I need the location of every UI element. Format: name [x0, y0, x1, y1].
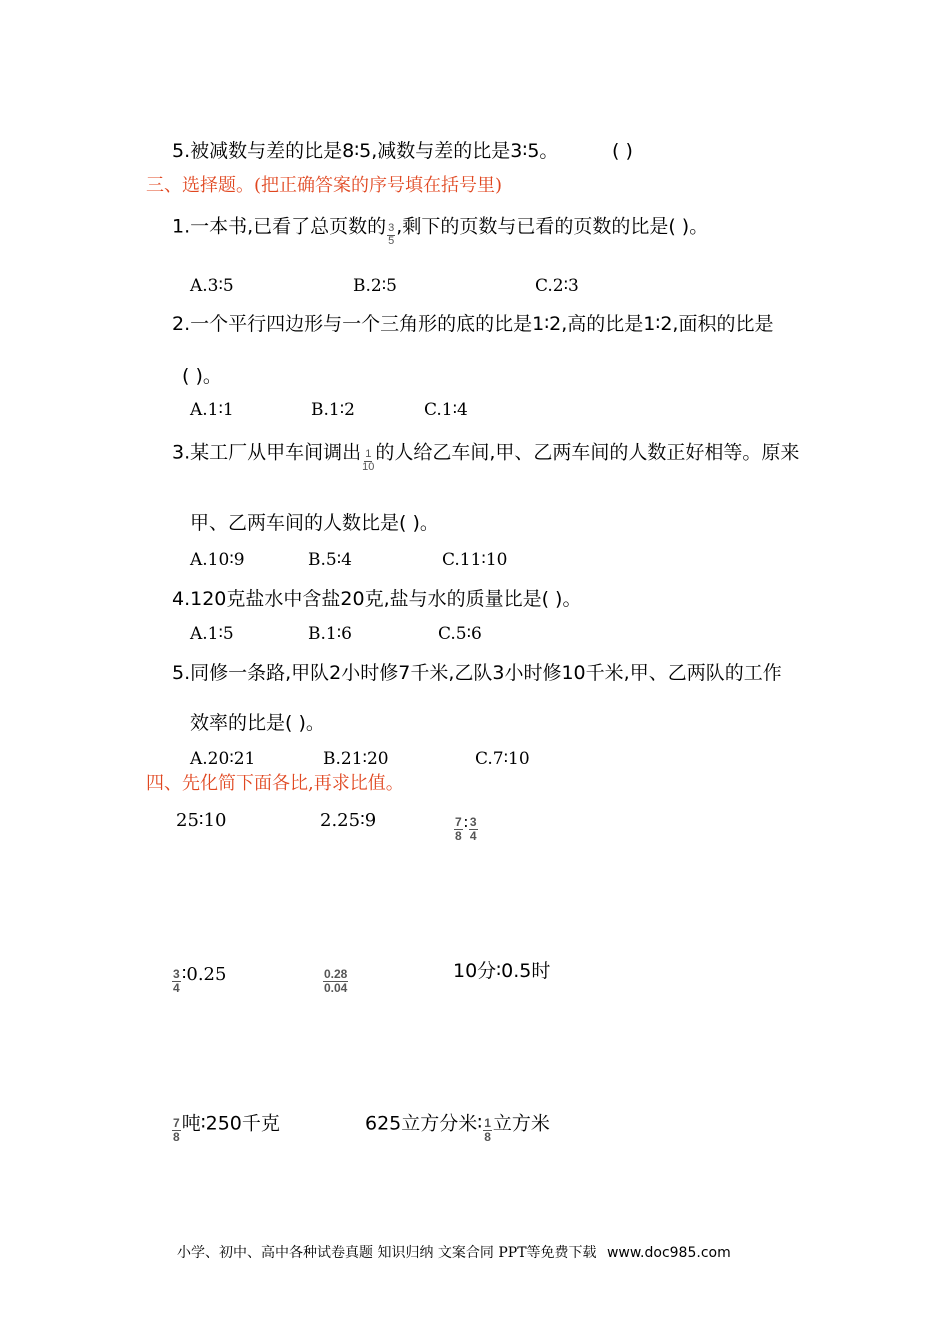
ratio-3-4-to-0-25	[171, 962, 227, 995]
section-3-title: 三、选择题。(把正确答案的序号填在括号里)	[146, 175, 503, 196]
footer-text: 小学、初中、高中各种试卷真题 知识归纳 文案合同 PPT等免费下载	[177, 1245, 597, 1261]
frac-den: 5	[388, 234, 395, 247]
question-3-line-1	[172, 441, 800, 473]
question-1-pre: 1.一本书,已看了总页数的	[172, 215, 387, 238]
ratio-7-8t-250kg	[171, 1111, 280, 1144]
ratio-25-10: 25∶10	[176, 810, 227, 831]
q2-option-b[interactable]: B.1∶2	[311, 400, 355, 420]
section-4-title: 四、先化简下面各比,再求比值。	[146, 773, 404, 794]
frac-num: 1	[365, 448, 372, 460]
question-2-line-1: 2.一个平行四边形与一个三角形的底的比是1∶2,高的比是1∶2,面积的比是	[172, 313, 774, 335]
question-4: 4.120克盐水中含盐20克,盐与水的质量比是( )。	[172, 588, 582, 610]
frac-den: 8	[173, 1129, 180, 1144]
question-3-pre: 3.某工厂从甲车间调出	[172, 441, 362, 464]
ratio-rest: 吨∶250千克	[181, 1112, 280, 1135]
q3-option-b[interactable]: B.5∶4	[308, 550, 352, 570]
fraction-7-8	[454, 816, 463, 842]
ratio-10min-0-5h: 10分∶0.5时	[453, 960, 551, 982]
question-1	[172, 215, 709, 247]
ratio-post: 立方米	[492, 1112, 550, 1135]
fraction-7-8	[172, 1117, 181, 1143]
q2-option-a[interactable]: A.1∶1	[190, 400, 234, 420]
frac-num: 7	[173, 1116, 180, 1130]
question-5-line-1: 5.同修一条路,甲队2小时修7千米,乙队3小时修10千米,甲、乙两队的工作	[172, 662, 782, 684]
q2-option-c[interactable]: C.1∶4	[424, 400, 468, 420]
ratio-2-25-9: 2.25∶9	[320, 810, 377, 831]
question-2-line-2: ( )。	[182, 365, 222, 387]
fraction-3-4	[469, 816, 478, 842]
fraction-3-5	[387, 223, 395, 247]
footer-url[interactable]: www.doc985.com	[606, 1245, 731, 1261]
q3-option-c[interactable]: C.11∶10	[442, 550, 508, 570]
frac-den: 4	[173, 980, 180, 995]
frac-den: 8	[484, 1129, 491, 1144]
frac-num: 1	[484, 1116, 491, 1130]
judge-item-5-bracket[interactable]: ( )	[612, 140, 633, 162]
q5-option-c[interactable]: C.7∶10	[475, 749, 530, 769]
frac-num: 0.28	[324, 967, 348, 981]
q5-option-b[interactable]: B.21∶20	[323, 749, 389, 769]
q4-option-b[interactable]: B.1∶6	[308, 624, 352, 644]
question-3-post: 的人给乙车间,甲、乙两车间的人数正好相等。原来	[375, 441, 800, 464]
question-3-line-2: 甲、乙两车间的人数比是( )。	[190, 512, 439, 534]
footer	[177, 1246, 731, 1260]
ratio-625dm3-1-8m3	[365, 1111, 550, 1144]
frac-den: 8	[455, 828, 462, 843]
ratio-rest: ∶0.25	[181, 964, 227, 986]
judge-item-5	[172, 142, 558, 161]
frac-den: 10	[362, 460, 375, 473]
frac-num: 3	[388, 222, 395, 234]
frac-den: 4	[469, 828, 477, 843]
fraction-1-8	[483, 1117, 492, 1143]
q5-option-a[interactable]: A.20∶21	[190, 749, 256, 769]
question-5-line-2: 效率的比是( )。	[190, 712, 325, 734]
fraction-0-28-0-04	[323, 968, 348, 994]
ratio-0-28-over-0-04	[322, 962, 349, 995]
fraction-1-10	[362, 449, 374, 473]
ratio-sep: ∶	[463, 813, 468, 833]
judge-item-5-text: 5.被减数与差的比是8∶5,减数与差的比是3∶5。	[172, 140, 559, 162]
ratio-pre: 625立方分米∶	[365, 1112, 483, 1135]
fraction-3-4	[172, 968, 181, 994]
q1-option-a[interactable]: A.3∶5	[190, 276, 234, 296]
q3-option-a[interactable]: A.10∶9	[190, 550, 245, 570]
q1-option-c[interactable]: C.2∶3	[535, 276, 579, 296]
frac-den: 0.04	[324, 980, 348, 995]
ratio-7-8-to-3-4	[453, 810, 479, 843]
frac-num: 3	[173, 967, 180, 981]
q4-option-c[interactable]: C.5∶6	[438, 624, 482, 644]
frac-num: 7	[455, 815, 462, 829]
q4-option-a[interactable]: A.1∶5	[190, 624, 234, 644]
q1-option-b[interactable]: B.2∶5	[353, 276, 397, 296]
question-1-post: ,剩下的页数与已看的页数的比是( )。	[396, 215, 709, 238]
frac-num: 3	[469, 815, 477, 829]
